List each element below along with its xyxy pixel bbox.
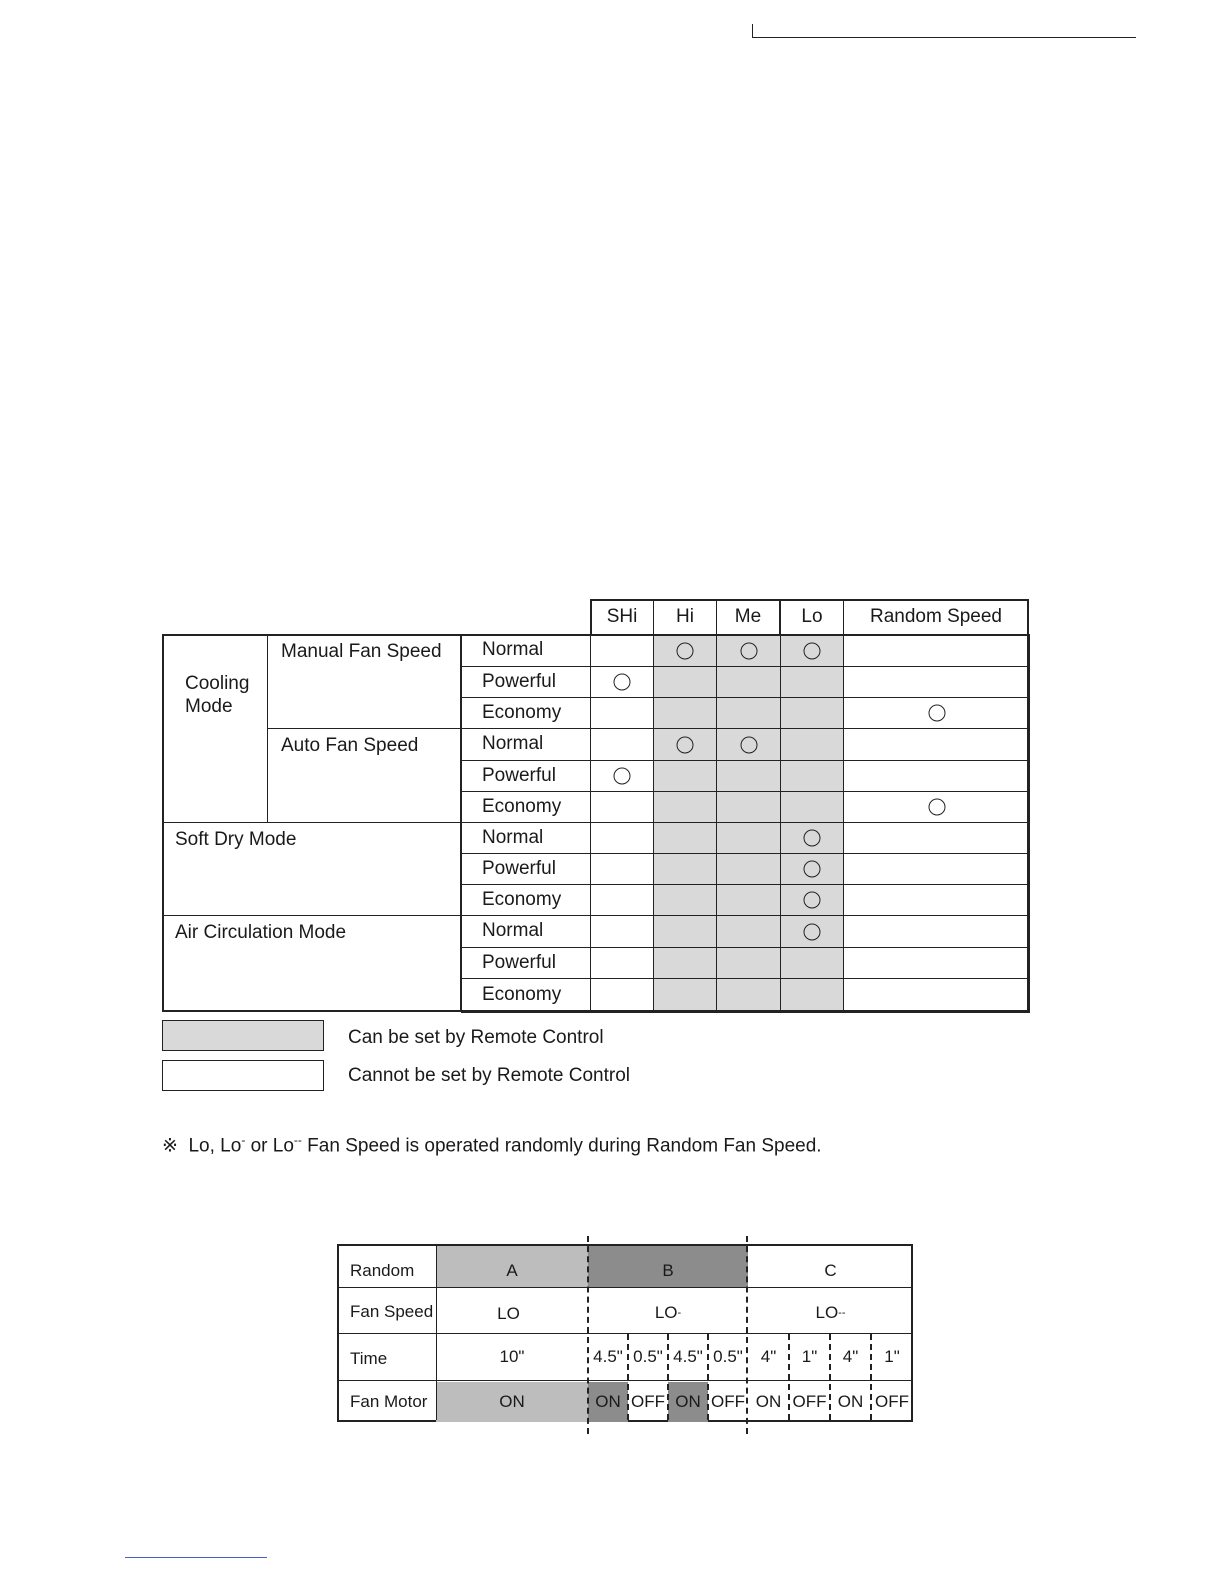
header-lo: Lo bbox=[780, 599, 844, 635]
available-mark-icon bbox=[677, 736, 694, 753]
matrix-cell bbox=[653, 697, 717, 729]
time-cell: 1" bbox=[884, 1347, 900, 1366]
divider-c-2 bbox=[829, 1334, 831, 1420]
available-mark-icon bbox=[614, 768, 631, 785]
available-mark-icon bbox=[928, 799, 945, 816]
matrix-cell bbox=[716, 978, 781, 1013]
matrix-cell bbox=[780, 884, 844, 916]
row-label: Normal bbox=[461, 728, 591, 761]
random-c: C bbox=[824, 1261, 837, 1280]
matrix-cell bbox=[653, 947, 717, 979]
matrix-cell bbox=[590, 853, 654, 885]
matrix-cell bbox=[843, 760, 1030, 792]
fan-motor-cell: OFF bbox=[792, 1392, 827, 1411]
matrix-cell bbox=[843, 791, 1030, 823]
divider-b-1 bbox=[627, 1334, 629, 1420]
time-cell: 4.5" bbox=[593, 1347, 623, 1366]
random-a: A bbox=[506, 1261, 518, 1280]
rt-line-1 bbox=[339, 1287, 911, 1288]
matrix-cell bbox=[780, 853, 844, 885]
available-mark-icon bbox=[740, 736, 757, 753]
matrix-cell bbox=[590, 760, 654, 792]
fan-speed-matrix bbox=[162, 599, 1029, 1012]
matrix-cell bbox=[843, 884, 1030, 916]
matrix-cell bbox=[653, 666, 717, 698]
matrix-cell bbox=[590, 666, 654, 698]
matrix-cell bbox=[780, 947, 844, 979]
header-rule bbox=[752, 24, 1136, 38]
matrix-cell bbox=[653, 822, 717, 854]
note-sup-2: -- bbox=[293, 1133, 302, 1147]
row-label: Powerful bbox=[461, 666, 591, 698]
row-label: Normal bbox=[461, 822, 591, 854]
time-cell: 1" bbox=[801, 1347, 818, 1366]
matrix-cell bbox=[843, 666, 1030, 698]
matrix-cell bbox=[716, 853, 781, 885]
available-mark-icon bbox=[677, 642, 694, 659]
matrix-cell bbox=[780, 760, 844, 792]
note-text-2: or Lo bbox=[245, 1135, 294, 1157]
time-cell: 0.5" bbox=[633, 1347, 663, 1366]
footer-link-rule bbox=[125, 1557, 267, 1558]
matrix-cell bbox=[716, 634, 781, 667]
matrix-cell bbox=[843, 634, 1030, 667]
matrix-cell bbox=[843, 915, 1030, 948]
matrix-cell bbox=[590, 791, 654, 823]
matrix-cell bbox=[780, 822, 844, 854]
fan-motor-cell: OFF bbox=[631, 1392, 665, 1411]
matrix-cell bbox=[780, 728, 844, 761]
available-mark-icon bbox=[804, 923, 821, 940]
matrix-cell bbox=[716, 915, 781, 948]
matrix-cell bbox=[843, 978, 1030, 1013]
matrix-cell bbox=[843, 728, 1030, 761]
fan-motor-cell: ON bbox=[755, 1392, 782, 1411]
divider-b-2 bbox=[667, 1334, 669, 1420]
matrix-cell bbox=[590, 822, 654, 854]
matrix-cell bbox=[843, 947, 1030, 979]
available-mark-icon bbox=[804, 861, 821, 878]
legend-swatch-settable bbox=[162, 1020, 324, 1051]
available-mark-icon bbox=[804, 830, 821, 847]
fan-speed-c-text: LO bbox=[815, 1303, 839, 1322]
group-soft-dry-mode: Soft Dry Mode bbox=[162, 822, 461, 916]
matrix-cell bbox=[716, 791, 781, 823]
group-auto-fan-speed: Auto Fan Speed bbox=[267, 728, 461, 823]
matrix-cell bbox=[843, 697, 1030, 729]
fan-motor-cell: ON bbox=[675, 1392, 701, 1411]
fan-speed-c-sup: -- bbox=[838, 1307, 846, 1319]
matrix-cell bbox=[780, 666, 844, 698]
note-text-1: Lo, Lo bbox=[188, 1135, 242, 1157]
matrix-cell bbox=[716, 697, 781, 729]
fan-speed-b bbox=[588, 1290, 748, 1336]
matrix-cell bbox=[653, 978, 717, 1013]
divider-b-3 bbox=[707, 1334, 709, 1420]
available-mark-icon bbox=[804, 892, 821, 909]
matrix-cell bbox=[716, 884, 781, 916]
matrix-cell bbox=[653, 728, 717, 761]
matrix-cell bbox=[716, 728, 781, 761]
header-shi: SHi bbox=[590, 599, 654, 635]
matrix-cell bbox=[653, 915, 717, 948]
time-cell: 10" bbox=[499, 1347, 525, 1366]
random-speed-timing-table bbox=[337, 1244, 913, 1422]
matrix-cell bbox=[653, 760, 717, 792]
matrix-cell bbox=[653, 791, 717, 823]
fan-speed-a: LO bbox=[497, 1304, 520, 1323]
legend-settable-label: Can be set by Remote Control bbox=[348, 1027, 604, 1048]
matrix-cell bbox=[653, 884, 717, 916]
matrix-cell bbox=[590, 978, 654, 1013]
divider-a-b bbox=[587, 1236, 589, 1434]
group-air-circulation-mode: Air Circulation Mode bbox=[162, 915, 461, 1012]
time-cell: 4" bbox=[842, 1347, 859, 1366]
row-label-random: Random bbox=[350, 1261, 415, 1280]
rt-line-3 bbox=[339, 1380, 911, 1381]
matrix-cell bbox=[590, 634, 654, 667]
matrix-cell bbox=[843, 822, 1030, 854]
random-speed-note bbox=[162, 1133, 822, 1157]
header-hi: Hi bbox=[653, 599, 717, 635]
row-label: Economy bbox=[461, 791, 591, 823]
header-random-speed: Random Speed bbox=[843, 599, 1029, 635]
fan-motor-cell: ON bbox=[837, 1392, 864, 1411]
row-label-time: Time bbox=[350, 1349, 388, 1368]
rt-line-2 bbox=[339, 1333, 911, 1334]
matrix-cell bbox=[590, 884, 654, 916]
legend-swatch-not-settable bbox=[162, 1060, 324, 1091]
row-label: Economy bbox=[461, 978, 591, 1013]
matrix-cell bbox=[780, 697, 844, 729]
matrix-cell bbox=[780, 634, 844, 667]
group-manual-fan-speed: Manual Fan Speed bbox=[267, 634, 461, 729]
matrix-cell bbox=[590, 915, 654, 948]
rt-label-divider bbox=[436, 1246, 437, 1420]
matrix-cell bbox=[590, 697, 654, 729]
available-mark-icon bbox=[804, 642, 821, 659]
fan-speed-b-sup: - bbox=[677, 1307, 682, 1319]
note-text-3: Fan Speed is operated randomly during Random Fan Speed. bbox=[301, 1135, 822, 1157]
row-label: Powerful bbox=[461, 947, 591, 979]
matrix-cell bbox=[653, 853, 717, 885]
random-b: B bbox=[662, 1261, 674, 1280]
legend-not-settable-label: Cannot be set by Remote Control bbox=[348, 1065, 630, 1086]
note-symbol: ※ bbox=[162, 1135, 178, 1157]
time-cell: 4.5" bbox=[673, 1347, 703, 1366]
group-cooling-mode: Cooling Mode bbox=[162, 634, 268, 823]
divider-c-1 bbox=[788, 1334, 790, 1420]
fan-speed-c bbox=[748, 1290, 913, 1336]
matrix-cell bbox=[590, 947, 654, 979]
matrix-cell bbox=[590, 728, 654, 761]
fan-motor-cell: ON bbox=[499, 1392, 525, 1411]
fan-motor-cell: OFF bbox=[875, 1392, 909, 1411]
matrix-cell bbox=[716, 822, 781, 854]
fan-motor-cell: OFF bbox=[711, 1392, 745, 1411]
matrix-cell bbox=[653, 634, 717, 667]
row-label-fan-motor: Fan Motor bbox=[350, 1392, 428, 1411]
row-label-fan-speed: Fan Speed bbox=[350, 1302, 434, 1321]
available-mark-icon bbox=[740, 642, 757, 659]
matrix-cell bbox=[716, 947, 781, 979]
row-label: Powerful bbox=[461, 760, 591, 792]
time-cell: 0.5" bbox=[713, 1347, 743, 1366]
matrix-cell bbox=[780, 978, 844, 1013]
fan-motor-cell: ON bbox=[595, 1392, 621, 1411]
available-mark-icon bbox=[614, 674, 631, 691]
row-label: Powerful bbox=[461, 853, 591, 885]
header-me: Me bbox=[716, 599, 780, 635]
matrix-cell bbox=[843, 853, 1030, 885]
available-mark-icon bbox=[928, 705, 945, 722]
divider-c-3 bbox=[870, 1334, 872, 1420]
note-sup-1: - bbox=[241, 1133, 246, 1147]
row-label: Normal bbox=[461, 915, 591, 948]
time-cell: 4" bbox=[760, 1347, 777, 1366]
matrix-cell bbox=[716, 666, 781, 698]
row-label: Economy bbox=[461, 884, 591, 916]
row-label: Economy bbox=[461, 697, 591, 729]
divider-b-c bbox=[746, 1236, 748, 1434]
row-label: Normal bbox=[461, 634, 591, 667]
matrix-cell bbox=[780, 791, 844, 823]
matrix-cell bbox=[716, 760, 781, 792]
matrix-cell bbox=[780, 915, 844, 948]
fan-speed-b-text: LO bbox=[654, 1303, 678, 1322]
